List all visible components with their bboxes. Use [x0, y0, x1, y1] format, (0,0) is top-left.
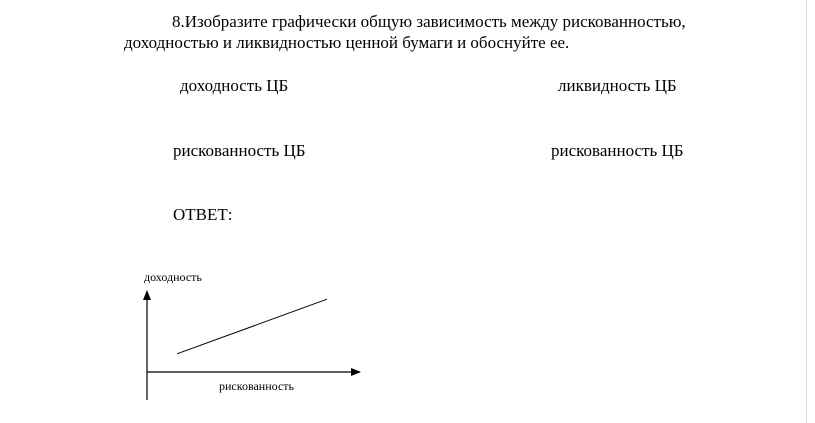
label-risk-left: рискованность ЦБ — [173, 141, 306, 160]
label-liquidity: ликвидность ЦБ — [558, 76, 677, 95]
question-line-1: 8.Изобразите графически общую зависимость между рискованностью, — [172, 12, 686, 31]
answer-label: ОТВЕТ: — [173, 205, 233, 224]
label-return: доходность ЦБ — [180, 76, 289, 95]
label-risk-right: рискованность ЦБ — [551, 141, 684, 160]
risk-return-trend-line — [177, 299, 327, 354]
x-axis-label: рискованность — [219, 379, 294, 393]
question-line-2: доходностью и ликвидностью ценной бумаги и обоснуйте ее. — [124, 33, 570, 52]
y-axis-label: доходность — [144, 270, 202, 284]
